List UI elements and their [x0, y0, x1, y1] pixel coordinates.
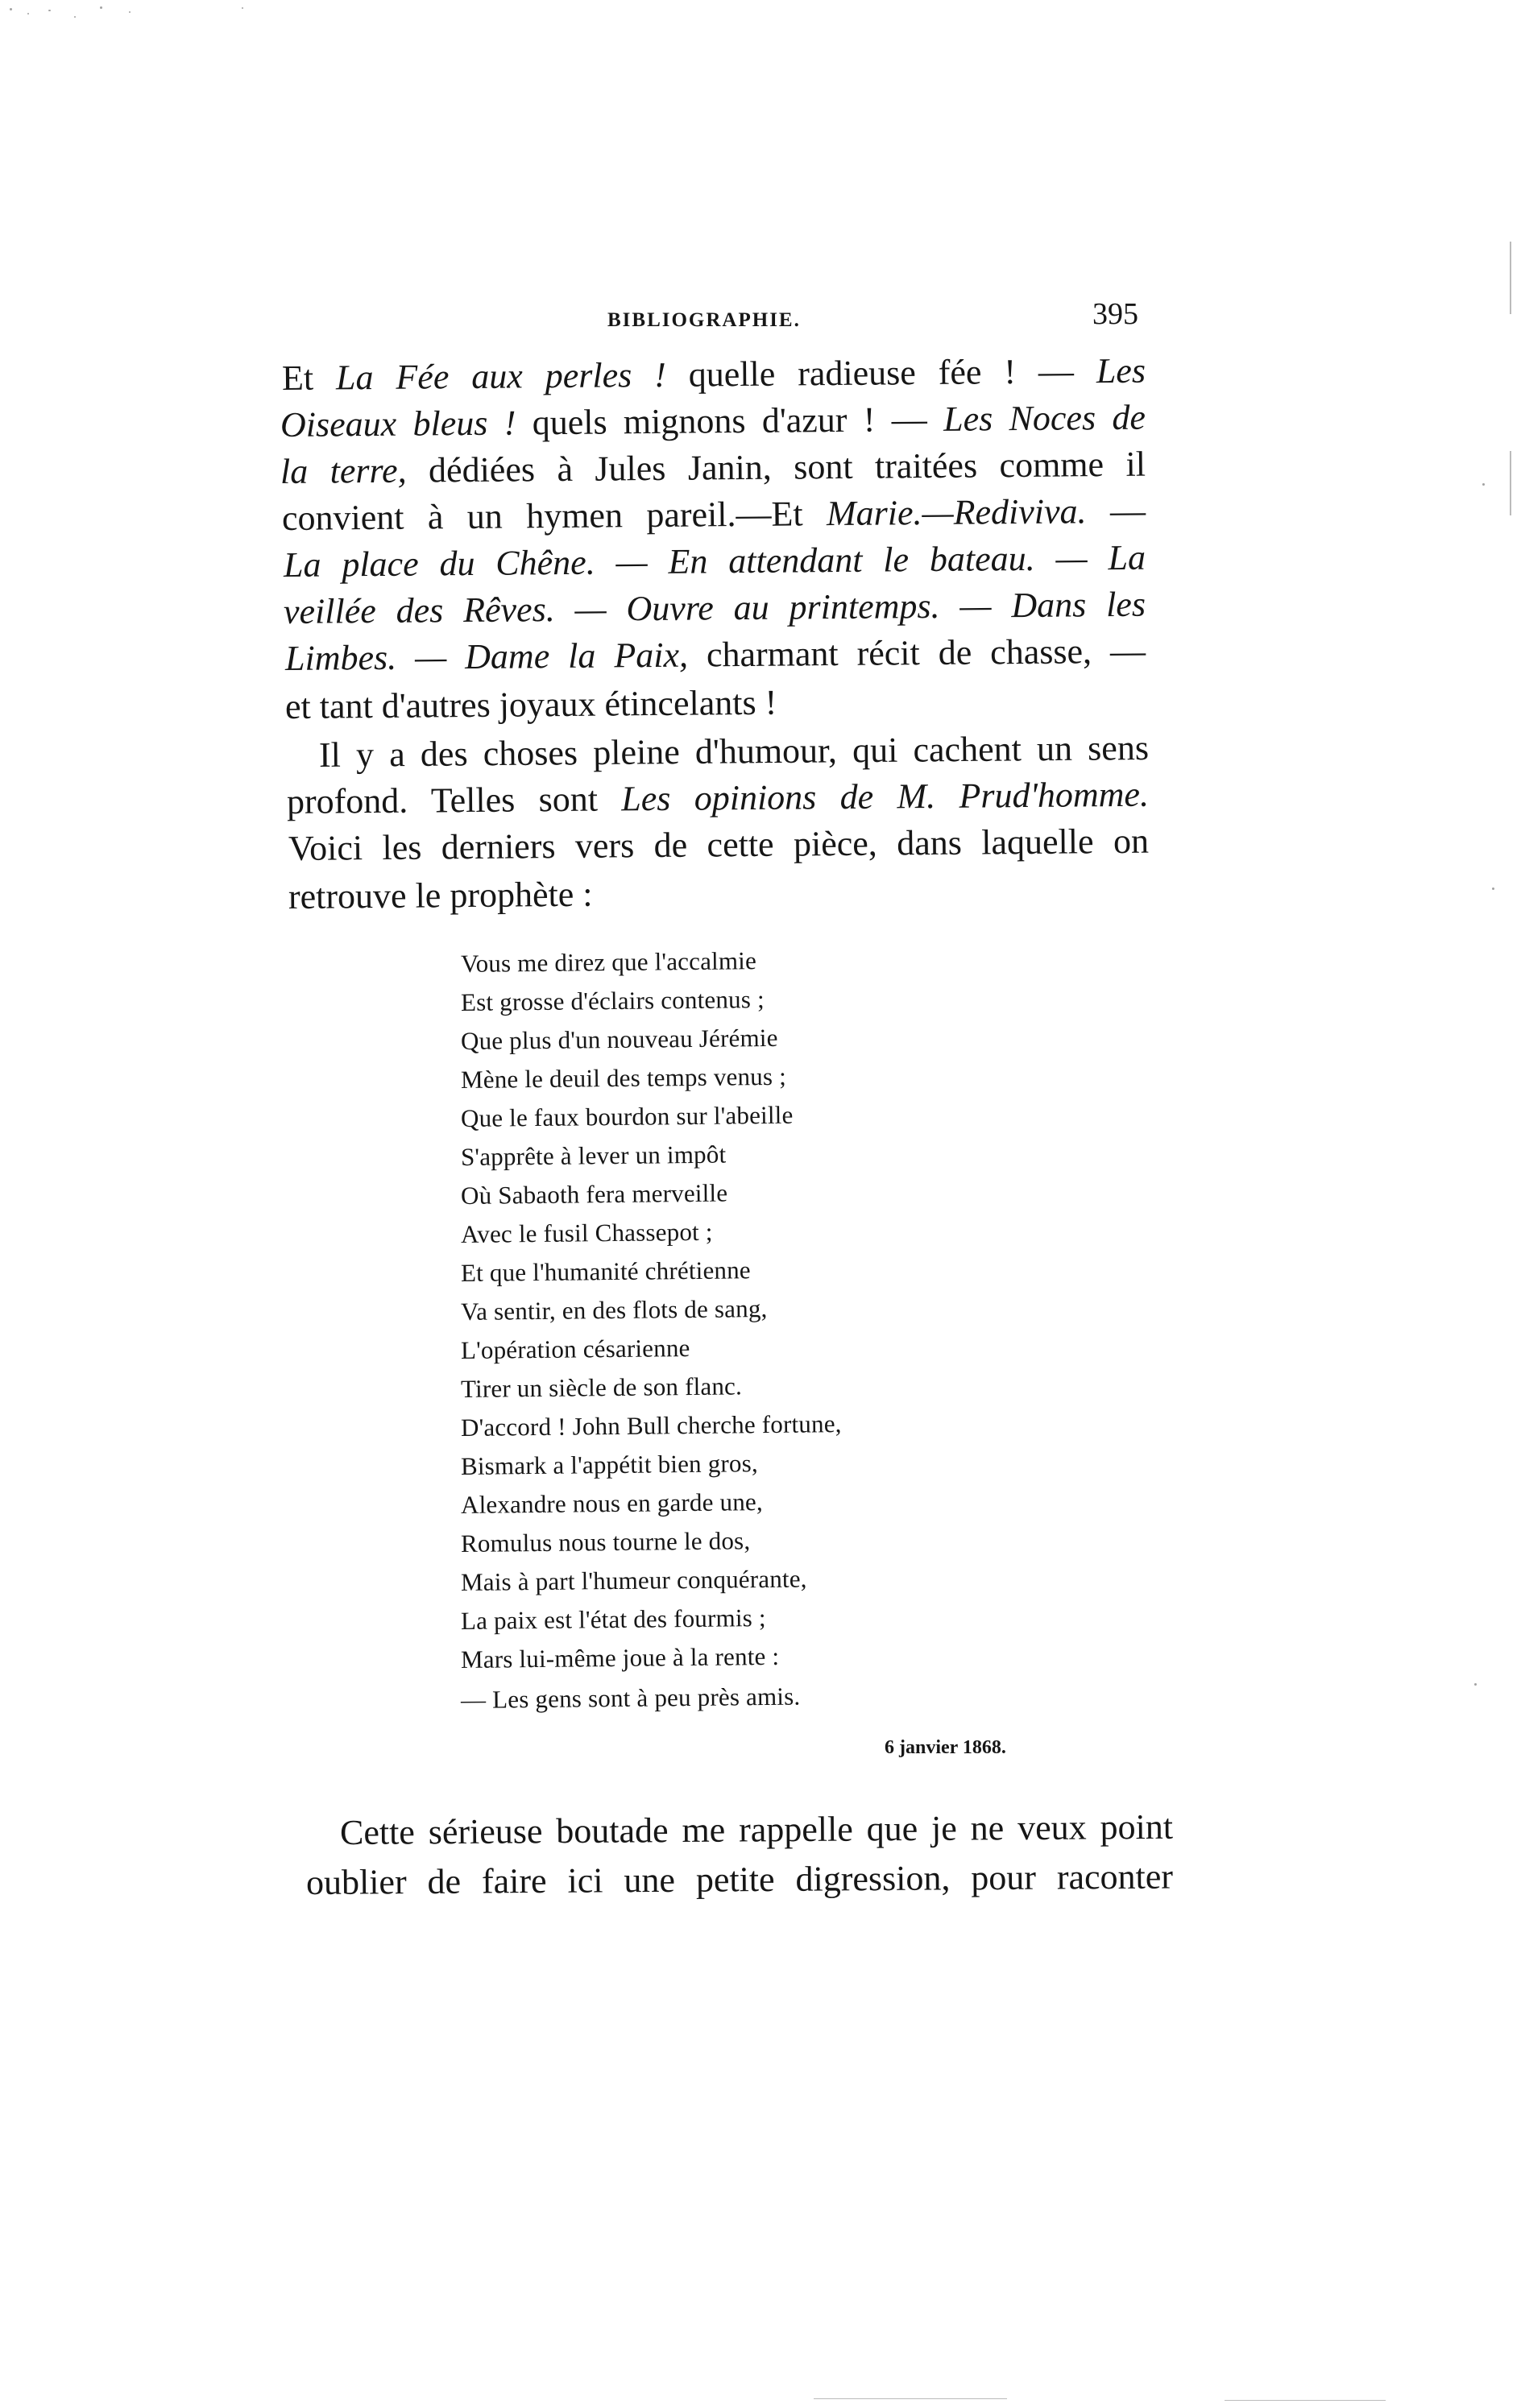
- body-text: dédiées à Jules Janin, sont traitées comme il: [406, 444, 1146, 490]
- verse-line: L'opération césarienne: [460, 1334, 690, 1364]
- italic-title-text: Les: [1096, 350, 1146, 391]
- body-text: Et: [281, 358, 337, 398]
- italic-title-text: Les Noces de: [943, 397, 1146, 439]
- scan-speck: [48, 10, 51, 11]
- italic-title-text: Les opinions de M. Prud'homme.: [621, 774, 1150, 819]
- scan-edge-mark: [1510, 242, 1511, 314]
- verse-line: Alexandre nous en garde une,: [460, 1487, 764, 1519]
- verse-line: Où Sabaoth fera merveille: [460, 1178, 728, 1210]
- scan-edge-mark: [814, 2398, 1007, 2399]
- italic-title-text: la terre,: [280, 450, 407, 491]
- body-text: quels mignons d'azur ! —: [516, 399, 944, 443]
- body-text: Voici les derniers vers de cette pièce, dans laquelle on: [288, 821, 1150, 868]
- scan-speck: [129, 11, 131, 13]
- body-text: Il y a des choses pleine d'humour, qui cachent un sens: [318, 728, 1150, 775]
- body-text: quelle radieuse fée ! —: [665, 351, 1097, 395]
- text-line: [284, 536, 1146, 588]
- verse-line: Vous me direz que l'accalmie: [460, 946, 757, 978]
- italic-title-text: Oiseaux bleus !: [280, 403, 516, 445]
- scan-speck: [1474, 1683, 1477, 1686]
- text-line: [319, 726, 1149, 778]
- verse-line: La paix est l'état des fourmis ;: [460, 1603, 766, 1635]
- text-line: [288, 819, 1149, 871]
- scan-speck: [1482, 483, 1485, 486]
- italic-title-text: La place du Chêne. — En attendant le bateau. — La: [283, 537, 1146, 585]
- text-line: [340, 1805, 1173, 1856]
- scan-speck: [74, 16, 76, 18]
- body-text: oublier de faire ici une petite digression, pour raconter: [305, 1856, 1174, 1902]
- scan-speck: [27, 13, 29, 14]
- body-text: profond. Telles sont: [286, 779, 622, 821]
- scan-speck: [1492, 887, 1494, 890]
- verse-line: Que le faux bourdon sur l'abeille: [460, 1100, 794, 1132]
- italic-title-text: veillée des Rêves. — Ouvre au printemps. — Dans les: [283, 584, 1146, 631]
- verse-line: Mais à part l'humeur conquérante,: [460, 1564, 807, 1596]
- body-text: Cette sérieuse boutade me rappelle que je ne veux point: [339, 1806, 1174, 1852]
- scan-speck: [10, 8, 12, 10]
- verse-line: Tirer un siècle de son flanc.: [460, 1372, 743, 1403]
- text-line: [280, 395, 1146, 448]
- verse-line: Avec le fusil Chassepot ;: [460, 1217, 713, 1248]
- verse-line: Bismark a l'appétit bien gros,: [460, 1449, 759, 1480]
- verse-line: — Les gens sont à peu près amis.: [460, 1682, 801, 1714]
- verse-line: Va sentir, en des flots de sang,: [460, 1294, 768, 1326]
- text-line: [282, 489, 1146, 541]
- page-number: 395: [1092, 297, 1138, 331]
- scan-speck: [242, 7, 243, 9]
- text-line: [285, 629, 1146, 681]
- text-line: [287, 772, 1149, 825]
- verse-line: Mène le deuil des temps venus ;: [460, 1061, 787, 1094]
- italic-title-text: Limbes. — Dame la Paix,: [284, 635, 689, 678]
- text-line: [288, 872, 593, 920]
- verse-line: Romulus nous tourne le dos,: [460, 1526, 751, 1558]
- poem-date: 6 janvier 1868.: [885, 1737, 1006, 1758]
- scan-speck: [100, 6, 102, 9]
- body-text: charmant récit de chasse, —: [687, 631, 1146, 675]
- text-line: [282, 349, 1146, 401]
- body-text: retrouve le prophète :: [288, 874, 593, 916]
- verse-line: Que plus d'un nouveau Jérémie: [460, 1023, 778, 1055]
- italic-title-text: La Fée aux perles !: [335, 354, 667, 398]
- running-head: BIBLIOGRAPHIE.: [607, 309, 801, 331]
- body-text: convient à un hymen pareil.—Et: [281, 494, 827, 538]
- italic-title-text: Marie.—Rediviva.: [826, 491, 1087, 534]
- verse-line: D'accord ! John Bull cherche fortune,: [460, 1409, 842, 1442]
- text-line: [306, 1854, 1173, 1905]
- verse-line: S'apprête à lever un impôt: [460, 1140, 727, 1171]
- body-text: —: [1086, 490, 1146, 532]
- verse-line: Est grosse d'éclairs contenus ;: [460, 985, 765, 1016]
- verse-line: Mars lui-même joue à la rente :: [460, 1641, 780, 1674]
- verse-line: Et que l'humanité chrétienne: [460, 1256, 751, 1287]
- body-text: et tant d'autres joyaux étincelants !: [284, 682, 777, 726]
- text-line: [285, 681, 777, 730]
- scan-edge-mark: [1510, 451, 1511, 515]
- scan-edge-mark: [1225, 2400, 1386, 2401]
- text-line: [280, 442, 1146, 494]
- text-line: [284, 582, 1146, 635]
